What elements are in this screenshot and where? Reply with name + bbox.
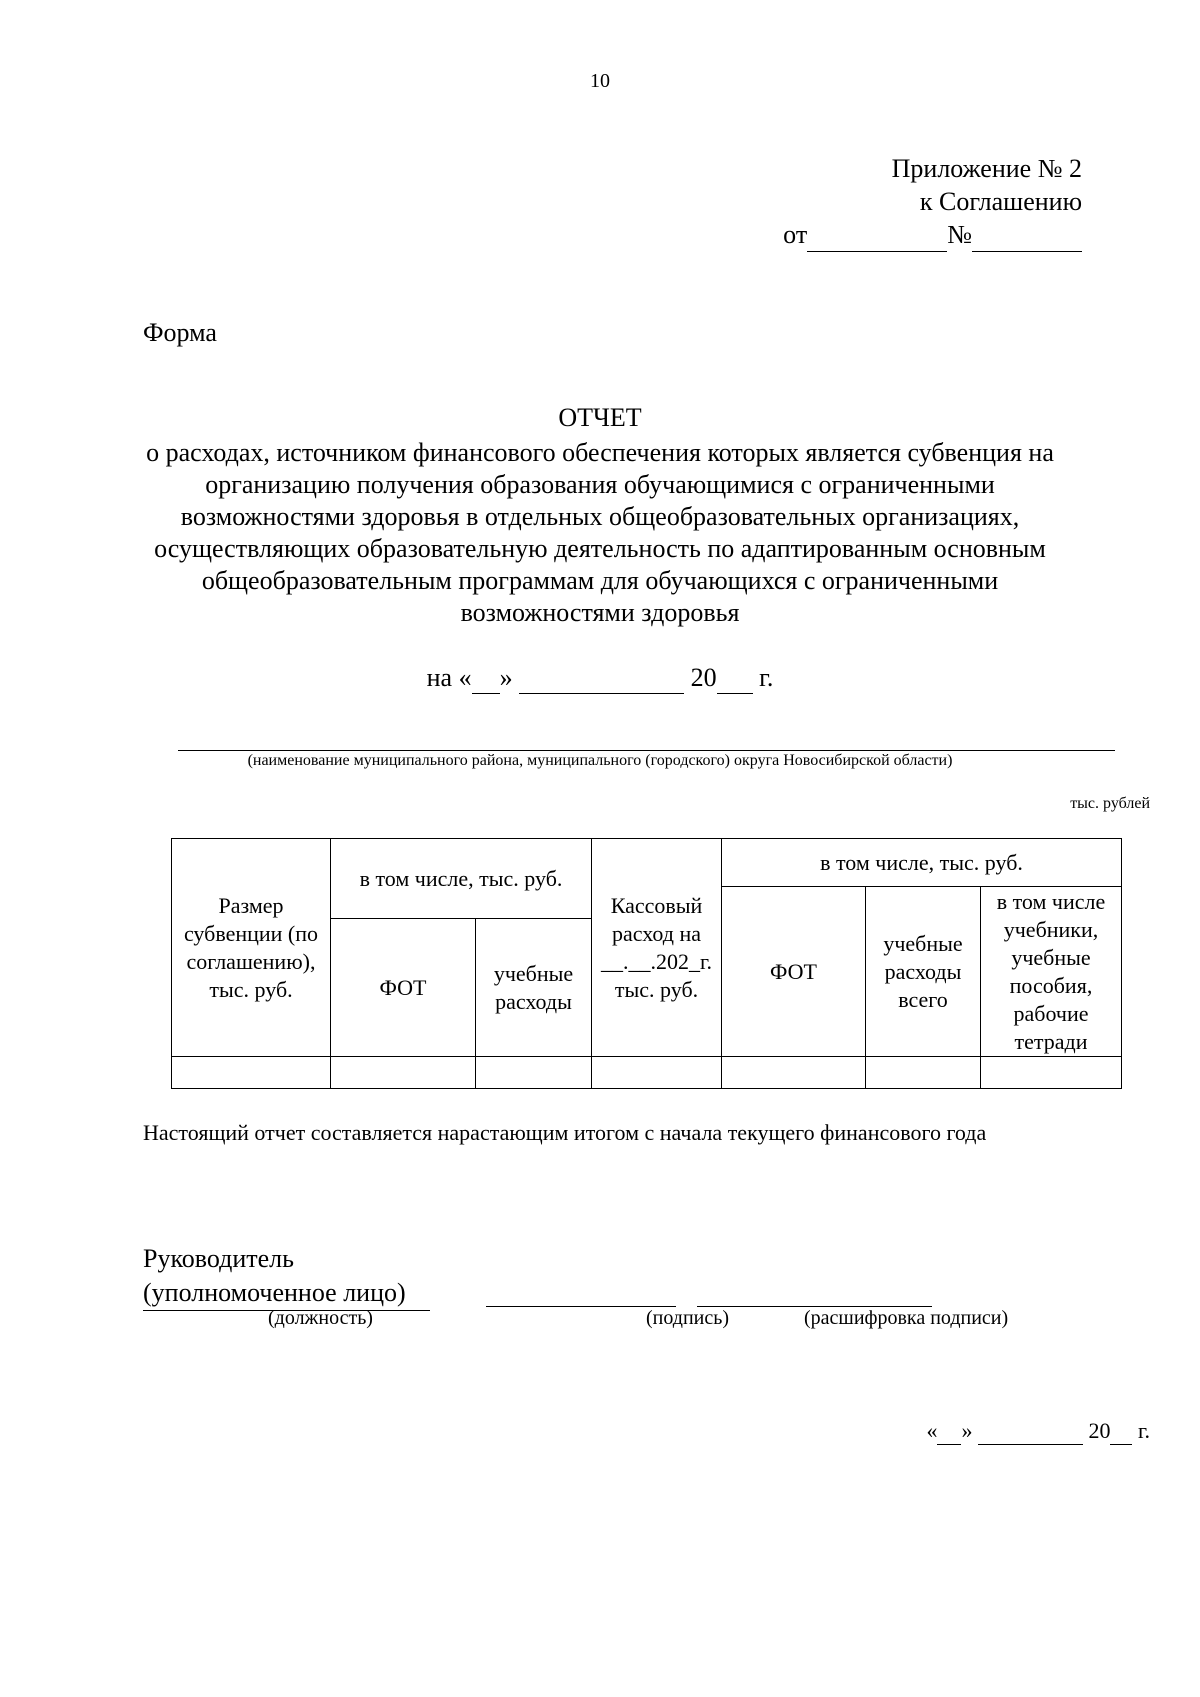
table-cell[interactable] xyxy=(722,1057,866,1089)
report-date-line xyxy=(0,663,1200,694)
group1-header: в том числе, тыс. руб. xyxy=(331,839,592,919)
report-table xyxy=(171,838,1122,1089)
final-year-prefix: 20 xyxy=(1082,1418,1111,1443)
number-sign: № xyxy=(947,220,972,249)
final-close-quote: » xyxy=(961,1418,978,1443)
final-suffix: г. xyxy=(1132,1418,1150,1443)
col-fot-1-header: ФОТ xyxy=(331,919,476,1057)
region-blank-line xyxy=(178,750,1115,751)
report-title: ОТЧЕТ xyxy=(558,403,642,432)
report-note: Настоящий отчет составляется нарастающим итогом с начала текущего финансового года xyxy=(143,1120,987,1145)
signer-block xyxy=(143,1242,430,1311)
date-year-prefix: 20 xyxy=(684,663,717,692)
cash-line-1: Кассовый xyxy=(610,892,703,918)
date-day-blank xyxy=(472,663,500,694)
final-year-blank xyxy=(1110,1418,1132,1445)
position-caption: (должность) xyxy=(268,1307,373,1329)
agreement-label: к Соглашению xyxy=(919,187,1082,216)
decoding-caption: (расшифровка подписи) xyxy=(804,1307,1009,1329)
agreement-date-number-line xyxy=(783,218,1082,252)
cash-line-2: расход на xyxy=(612,920,701,946)
agreement-number-blank xyxy=(972,218,1082,252)
table-cell[interactable] xyxy=(592,1057,722,1089)
final-open-quote: « xyxy=(926,1418,938,1443)
table-cell[interactable] xyxy=(981,1057,1122,1089)
group2-header: в том числе, тыс. руб. xyxy=(722,839,1122,887)
col-textbooks-header: в том числе учебники, учебные пособия, рабочие тетради xyxy=(981,887,1122,1057)
appendix-header xyxy=(783,152,1082,252)
units-label: тыс. рублей xyxy=(1070,795,1150,812)
report-subtitle: о расходах, источником финансового обеспечения которых является субвенция на организацию получения образования обучающимися с ограниченными возможностями здоровья в отдельных общеобразовательных организациях, осуществляющих образовательную деятельность по адаптированным основным общеобразовательным программам для обучающихся с ограниченными возможностями здоровья xyxy=(146,438,1054,627)
date-mid: » xyxy=(499,663,520,692)
date-month-blank xyxy=(519,663,684,694)
from-label: от xyxy=(783,220,808,249)
cash-date: __.__.202_г. xyxy=(600,948,713,974)
cash-units: тыс. руб. xyxy=(614,976,699,1002)
col-subvention-header: Размер субвенции (по соглашению), тыс. руб. xyxy=(172,839,331,1057)
table-cell[interactable] xyxy=(172,1057,331,1089)
date-prefix: на « xyxy=(426,663,472,692)
col-expenses-total-header: учебные расходы всего xyxy=(866,887,981,1057)
col-cash-header xyxy=(592,839,722,1057)
final-day-blank xyxy=(937,1418,961,1445)
form-label: Форма xyxy=(143,318,217,347)
col-expenses-1-header: учебные расходы xyxy=(476,919,592,1057)
final-date xyxy=(926,1418,1150,1445)
head-label: Руководитель xyxy=(143,1244,294,1273)
date-year-blank xyxy=(717,663,753,694)
appendix-label: Приложение № 2 xyxy=(891,154,1082,183)
authorized-label: (уполномоченное лицо) xyxy=(143,1276,430,1311)
col-fot-2-header: ФОТ xyxy=(722,887,866,1057)
table-cell[interactable] xyxy=(866,1057,981,1089)
date-suffix: г. xyxy=(752,663,774,692)
page-number: 10 xyxy=(590,70,610,92)
final-month-blank xyxy=(978,1418,1083,1445)
table-cell[interactable] xyxy=(476,1057,592,1089)
agreement-date-blank xyxy=(807,218,947,252)
table-cell[interactable] xyxy=(331,1057,476,1089)
region-caption: (наименование муниципального района, муниципального (городского) округа Новосибирской области) xyxy=(247,752,953,769)
signature-caption: (подпись) xyxy=(646,1307,730,1329)
